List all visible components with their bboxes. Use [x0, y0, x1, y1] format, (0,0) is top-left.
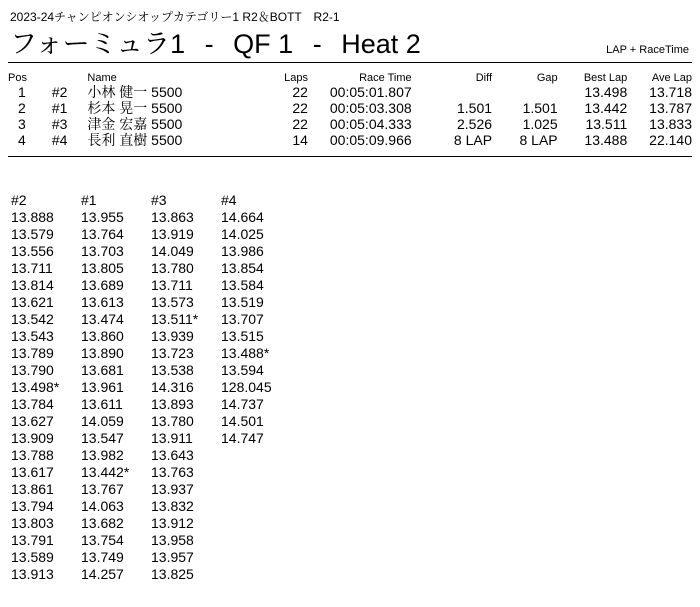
cell-ave-lap: 13.833 [649, 116, 692, 132]
lap-col-car-1: #1 [81, 192, 97, 208]
lap-time-cell: 13.854 [221, 260, 264, 276]
title-session: QF 1 [233, 29, 294, 59]
table-row [11, 328, 291, 345]
lap-time-cell: 14.049 [151, 243, 194, 259]
col-laps: Laps [284, 72, 308, 84]
cell-gap: 1.501 [522, 100, 558, 116]
lap-time-cell: 13.723 [151, 345, 194, 361]
lap-time-cell: 14.747 [221, 430, 264, 446]
table-row [11, 566, 291, 583]
table-row [11, 277, 291, 294]
lap-time-cell: 13.764 [81, 226, 124, 242]
cell-ave-lap: 13.718 [649, 84, 692, 100]
cell-diff: 2.526 [456, 116, 493, 132]
lap-time-cell: 13.861 [11, 481, 54, 497]
lap-time-cell: 13.803 [11, 515, 54, 531]
cell-diff: 8 LAP [453, 132, 493, 148]
lap-times-table [11, 192, 291, 583]
lap-time-cell: 14.063 [81, 498, 124, 514]
lap-col-car-4: #4 [221, 192, 237, 208]
cell-car: #4 [51, 132, 68, 148]
cell-laps: 22 [292, 116, 308, 132]
table-row [8, 132, 692, 148]
col-best-lap: Best Lap [583, 72, 628, 84]
lap-time-cell: 14.737 [221, 396, 264, 412]
lap-time-cell: 13.957 [151, 549, 194, 565]
lap-time-cell: 13.682 [81, 515, 124, 531]
lap-time-cell: 13.767 [81, 481, 124, 497]
lap-time-cell: 14.664 [221, 209, 264, 225]
lap-time-cell: 13.584 [221, 277, 264, 293]
table-row [11, 464, 291, 481]
lap-time-cell [221, 515, 291, 532]
table-row [8, 84, 692, 100]
lap-time-cell: 13.860 [81, 328, 124, 344]
cell-pos: 1 [18, 84, 26, 100]
cell-race-time: 00:05:01.807 [329, 84, 412, 100]
cell-laps: 14 [292, 132, 308, 148]
table-row [11, 396, 291, 413]
lap-time-cell: 13.912 [151, 515, 194, 531]
table-row [11, 260, 291, 277]
title-separator: - [312, 29, 322, 59]
table-row [8, 100, 692, 116]
lap-time-cell: 13.556 [11, 243, 54, 259]
cell-car: #1 [51, 100, 68, 116]
table-row [11, 498, 291, 515]
lap-time-cell: 13.594 [221, 362, 264, 378]
lap-time-cell [221, 566, 291, 583]
lap-time-cell: 13.789 [11, 345, 54, 361]
lap-time-cell: 13.888 [11, 209, 54, 225]
col-diff: Diff [475, 72, 493, 84]
results-header-row [8, 70, 692, 84]
cell-diff [412, 84, 492, 100]
cell-ave-lap: 22.140 [649, 132, 692, 148]
cell-race-time: 00:05:09.966 [329, 132, 412, 148]
table-row [11, 430, 291, 447]
cell-race-time: 00:05:03.308 [329, 100, 412, 116]
lap-time-cell: 13.788 [11, 447, 54, 463]
cell-car: #2 [51, 84, 68, 100]
lap-time-cell: 13.814 [11, 277, 54, 293]
lap-time-cell: 13.790 [11, 362, 54, 378]
table-row [11, 294, 291, 311]
cell-diff: 1.501 [456, 100, 493, 116]
lap-time-cell: 13.547 [81, 430, 124, 446]
lap-time-cell: 13.589 [11, 549, 54, 565]
lap-time-cell [221, 481, 291, 498]
lap-time-cell: 13.791 [11, 532, 54, 548]
lap-time-cell: 13.982 [81, 447, 124, 463]
lap-time-cell: 13.474 [81, 311, 124, 327]
cell-best-lap: 13.511 [585, 116, 628, 132]
lap-time-cell: 13.711 [11, 260, 53, 276]
table-row [11, 481, 291, 498]
lap-time-cell: 13.913 [11, 566, 54, 582]
table-row [11, 532, 291, 549]
lap-time-cell: 13.542 [11, 311, 54, 327]
lap-time-cell: 13.832 [151, 498, 194, 514]
lap-time-cell: 13.939 [151, 328, 194, 344]
lap-time-cell: 13.519 [221, 294, 264, 310]
table-row [11, 345, 291, 362]
lap-time-cell: 13.711 [151, 277, 193, 293]
cell-gap: 8 LAP [519, 132, 558, 148]
cell-laps: 22 [292, 100, 308, 116]
cell-pos: 2 [18, 100, 26, 116]
col-car [36, 70, 84, 84]
event-subtitle: 2023-24チャンピオンシオップカテゴリー1 R2＆BOTT R2-1 [10, 10, 340, 24]
lap-time-cell: 14.025 [221, 226, 264, 242]
lap-time-cell: 13.780 [151, 260, 194, 276]
lap-time-cell: 13.643 [151, 447, 194, 463]
lap-time-cell: 13.627 [11, 413, 54, 429]
lap-time-cell: 13.749 [81, 549, 124, 565]
table-row [11, 362, 291, 379]
lap-time-cell [221, 447, 291, 464]
cell-pos: 4 [18, 132, 26, 148]
col-race-time: Race Time [359, 72, 412, 84]
lap-time-cell: 13.754 [81, 532, 124, 548]
lap-time-cell: 13.707 [221, 311, 264, 327]
cell-best-lap: 13.498 [584, 84, 628, 100]
cell-gap [492, 84, 558, 100]
lap-time-cell: 13.611 [81, 396, 123, 412]
lap-time-cell [221, 549, 291, 566]
table-row [11, 447, 291, 464]
cell-best-lap: 13.488 [584, 132, 628, 148]
table-row [11, 243, 291, 260]
table-row [11, 226, 291, 243]
table-row [11, 311, 291, 328]
lap-time-cell: 13.543 [11, 328, 54, 344]
lap-time-cell: 128.045 [221, 379, 272, 395]
session-title [10, 22, 433, 61]
lap-time-cell [221, 464, 291, 481]
lap-time-cell: 13.863 [151, 209, 194, 225]
title-heat: Heat 2 [341, 29, 421, 59]
lap-time-cell: 13.681 [81, 362, 124, 378]
col-ave-lap: Ave Lap [651, 72, 692, 84]
lap-time-cell: 13.919 [151, 226, 194, 242]
lap-time-cell: 13.573 [151, 294, 194, 310]
lap-col-car-2: #2 [11, 192, 27, 208]
cell-name: 杉本 晃一 5500 [87, 100, 183, 116]
timing-mode-label: LAP + RaceTime [606, 44, 689, 56]
lap-time-cell: 13.961 [81, 379, 124, 395]
lap-time-cell: 13.893 [151, 396, 194, 412]
lap-time-cell: 13.909 [11, 430, 54, 446]
cell-name: 長利 直樹 5500 [87, 132, 183, 148]
lap-time-cell: 13.780 [151, 413, 194, 429]
cell-name: 津金 宏嘉 5500 [87, 116, 183, 132]
lap-time-cell: 13.579 [11, 226, 54, 242]
lap-time-cell: 13.784 [11, 396, 54, 412]
lap-time-cell: 13.825 [151, 566, 194, 582]
lap-time-cell: 13.488* [221, 345, 270, 361]
lap-time-cell [221, 532, 291, 549]
lap-time-cell: 13.689 [81, 277, 124, 293]
lap-time-cell: 14.501 [221, 413, 264, 429]
table-row [11, 379, 291, 396]
cell-car: #3 [51, 116, 68, 132]
cell-ave-lap: 13.787 [649, 100, 692, 116]
table-row [11, 549, 291, 566]
lap-time-cell: 13.621 [11, 294, 54, 310]
lap-time-cell: 13.958 [151, 532, 194, 548]
lap-time-cell: 13.955 [81, 209, 124, 225]
lap-time-cell: 13.890 [81, 345, 124, 361]
lap-time-cell: 13.937 [151, 481, 194, 497]
lap-time-cell: 13.613 [81, 294, 124, 310]
lap-time-cell: 13.515 [221, 328, 264, 344]
lap-time-cell: 13.511* [151, 311, 199, 327]
lap-time-cell: 13.986 [221, 243, 264, 259]
title-class: フォーミュラ1 [10, 29, 186, 59]
lap-col-car-3: #3 [151, 192, 167, 208]
cell-race-time: 00:05:04.333 [329, 116, 412, 132]
col-gap: Gap [536, 72, 558, 84]
cell-laps: 22 [292, 84, 308, 100]
lap-time-cell: 13.442* [81, 464, 130, 480]
lap-time-cell: 13.617 [11, 464, 54, 480]
table-row [11, 209, 291, 226]
lap-header-row [11, 192, 291, 209]
lap-time-cell: 13.911 [151, 430, 193, 446]
col-name: Name [87, 72, 117, 84]
results-table [8, 70, 692, 148]
table-row [11, 413, 291, 430]
cell-pos: 3 [18, 116, 26, 132]
lap-time-cell: 13.703 [81, 243, 124, 259]
lap-time-cell: 14.316 [151, 379, 194, 395]
col-pos: Pos [8, 72, 27, 84]
lap-time-cell: 14.059 [81, 413, 124, 429]
lap-time-cell: 13.538 [151, 362, 194, 378]
lap-time-cell: 13.498* [11, 379, 60, 395]
lap-time-cell: 13.805 [81, 260, 124, 276]
lap-time-cell [221, 498, 291, 515]
lap-time-cell: 13.763 [151, 464, 194, 480]
table-row [11, 515, 291, 532]
lap-time-cell: 13.794 [11, 498, 54, 514]
lap-time-cell: 14.257 [81, 566, 124, 582]
title-separator: - [204, 29, 214, 59]
results-divider [8, 156, 692, 157]
cell-best-lap: 13.442 [584, 100, 628, 116]
table-row [8, 116, 692, 132]
cell-gap: 1.025 [522, 116, 558, 132]
cell-name: 小林 健一 5500 [87, 84, 183, 100]
header-divider [8, 62, 692, 63]
